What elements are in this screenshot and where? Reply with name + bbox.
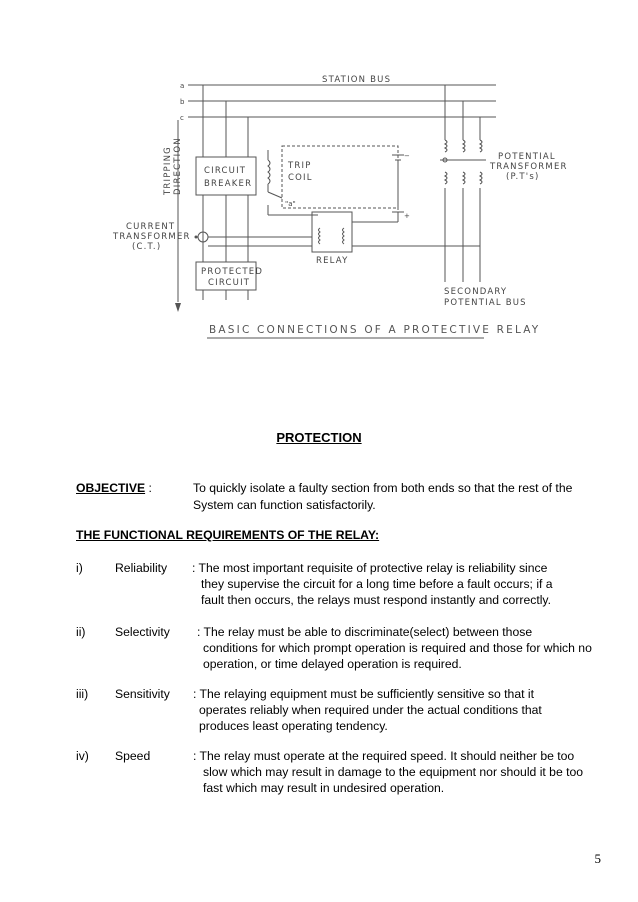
page-number: 5 [594,851,601,866]
req-line: conditions for which prompt operation is required and those for which no [203,641,592,655]
objective-line-1: To quickly isolate a faulty section from both ends so that the rest of the [193,481,573,495]
battery-plus-sign: + [404,212,410,220]
trip-label: TRIP [288,161,312,171]
ct-label-2: TRANSFORMER [113,232,191,242]
circuit-label: CIRCUIT [208,278,251,288]
tripping-label: TRIPPING [163,146,173,195]
diagram-caption: BASIC CONNECTIONS OF A PROTECTIVE RELAY [209,324,541,336]
requirements-heading: THE FUNCTIONAL REQUIREMENTS OF THE RELAY: [76,528,380,542]
req-line: : The relaying equipment must be sufficiently sensitive so that it [193,687,534,701]
secondary-label: SECONDARY [444,287,508,297]
req-line: fault then occurs, the relays must respond instantly and correctly. [201,593,551,607]
req-line: operates reliably when required under the actual conditions that [199,703,542,717]
ct-label-3: (C.T.) [132,242,162,252]
req-line: slow which may result in damage to the equipment nor should it be too [203,765,584,779]
direction-label: DIRECTION [173,137,183,195]
req-name-speed: Speed [115,749,151,763]
objective-separator: : [145,481,152,495]
coil-label: COIL [288,173,313,183]
req-name-sensitivity: Sensitivity [115,687,170,701]
potential-bus-label: POTENTIAL BUS [444,298,527,308]
req-number: iii) [76,687,89,701]
circuit-breaker-label-2: BREAKER [204,179,253,189]
page-title: PROTECTION [276,430,362,445]
objective-label: OBJECTIVE [76,481,146,495]
pt-label-1: POTENTIAL [498,152,556,162]
req-number: i) [76,561,83,575]
phase-c-label: c [180,114,184,122]
req-number: iv) [76,749,89,763]
objective-row [76,480,152,496]
req-number: ii) [76,625,86,639]
pt-label-3: (P.T's) [506,172,540,182]
req-line: : The relay must be able to discriminate(select) between those [197,625,533,639]
phase-a-label: a [180,82,185,90]
ct-label-1: CURRENT [126,222,176,232]
relay-label: RELAY [316,256,349,266]
req-line: fast which may result in undesired operation. [203,781,445,795]
objective-line-2: System can function satisfactorily. [193,498,376,512]
station-bus-label: STATION BUS [322,75,392,85]
pt-label-2: TRANSFORMER [490,162,568,172]
protective-relay-diagram [0,0,638,360]
req-line: operation, or time delayed operation is required. [203,657,462,671]
protected-label: PROTECTED [201,267,264,277]
battery-minus-sign: − [404,152,410,160]
tripping-direction-arrow [175,303,181,312]
phase-b-label: b [180,98,185,106]
req-line: : The relay must operate at the required speed. It should neither be too [193,749,575,763]
req-line: : The most important requisite of protective relay is reliability since [192,561,548,575]
req-line: they supervise the circuit for a long time before a fault occurs; if a [201,577,553,591]
req-line: produces least operating tendency. [199,719,388,733]
circuit-breaker-label-1: CIRCUIT [204,166,247,176]
req-name-reliability: Reliability [115,561,168,575]
req-name-selectivity: Selectivity [115,625,170,639]
contact-a-label: "a" [285,200,296,208]
